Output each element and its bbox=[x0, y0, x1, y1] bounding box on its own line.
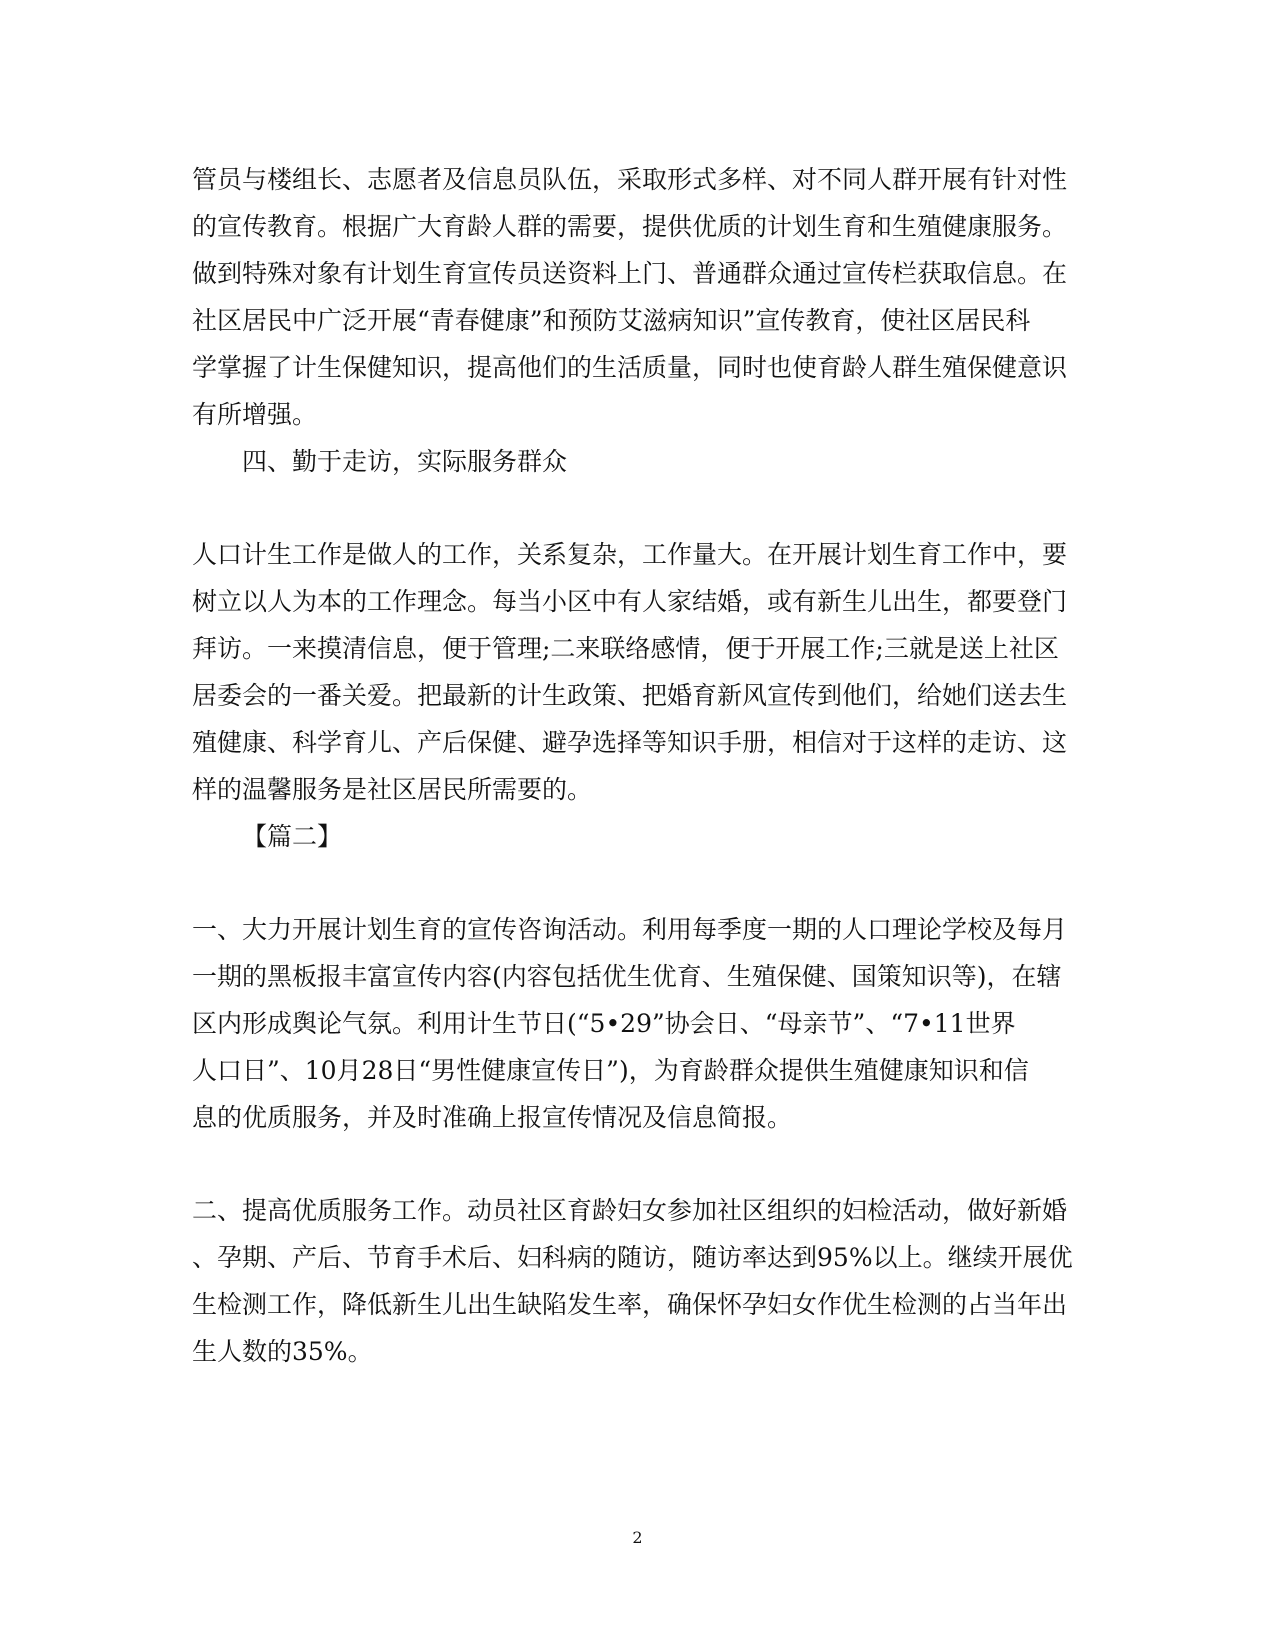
text-line: 社区居民中广泛开展“青春健康”和预防艾滋病知识”宣传教育，使社区居民科 bbox=[192, 306, 1031, 335]
text-line: 二、提高优质服务工作。动员社区育龄妇女参加社区组织的妇检活动，做好新婚 bbox=[192, 1196, 1068, 1225]
text-line: 居委会的一番关爱。把最新的计生政策、把婚育新风宣传到他们，给她们送去生 bbox=[192, 681, 1068, 710]
text-line: 人口计生工作是做人的工作，关系复杂，工作量大。在开展计划生育工作中，要 bbox=[192, 540, 1068, 569]
text-line: 、孕期、产后、节育手术后、妇科病的随访，随访率达到95%以上。继续开展优 bbox=[192, 1243, 1073, 1272]
text-line: 一、大力开展计划生育的宣传咨询活动。利用每季度一期的人口理论学校及每月 bbox=[192, 915, 1068, 944]
text-line: 殖健康、科学育儿、产后保健、避孕选择等知识手册，相信对于这样的走访、这 bbox=[192, 728, 1068, 757]
text-line: 做到特殊对象有计划生育宣传员送资料上门、普通群众通过宣传栏获取信息。在 bbox=[192, 259, 1068, 288]
text-line: 学掌握了计生保健知识，提高他们的生活质量，同时也使育龄人群生殖保健意识 bbox=[192, 353, 1068, 382]
text-line: 区内形成舆论气氛。利用计生节日(“5•29”协会日、“母亲节”、“7•11世界 bbox=[192, 1009, 1016, 1038]
text-line: 息的优质服务，并及时准确上报宣传情况及信息简报。 bbox=[192, 1103, 793, 1132]
page-number: 2 bbox=[632, 1528, 643, 1547]
text-line: 管员与楼组长、志愿者及信息员队伍，采取形式多样、对不同人群开展有针对性 bbox=[192, 165, 1068, 194]
text-line: 树立以人为本的工作理念。每当小区中有人家结婚，或有新生儿出生，都要登门 bbox=[192, 587, 1068, 616]
text-line: 一期的黑板报丰富宣传内容(内容包括优生优育、生殖保健、国策知识等)，在辖 bbox=[192, 962, 1062, 991]
text-line: 人口日”、10月28日“男性健康宣传日”)，为育龄群众提供生殖健康知识和信 bbox=[192, 1056, 1029, 1085]
text-line: 拜访。一来摸清信息，便于管理;二来联络感情，便于开展工作;三就是送上社区 bbox=[192, 634, 1059, 663]
text-line: 生检测工作，降低新生儿出生缺陷发生率，确保怀孕妇女作优生检测的占当年出 bbox=[192, 1290, 1068, 1319]
text-line: 样的温馨服务是社区居民所需要的。 bbox=[192, 775, 593, 804]
section-heading: 【篇二】 bbox=[242, 822, 343, 851]
text-line: 的宣传教育。根据广大育龄人群的需要，提供优质的计划生育和生殖健康服务。 bbox=[192, 212, 1068, 241]
text-line: 生人数的35%。 bbox=[192, 1337, 373, 1366]
section-heading: 四、勤于走访，实际服务群众 bbox=[242, 447, 568, 476]
text-line: 有所增强。 bbox=[192, 400, 318, 429]
